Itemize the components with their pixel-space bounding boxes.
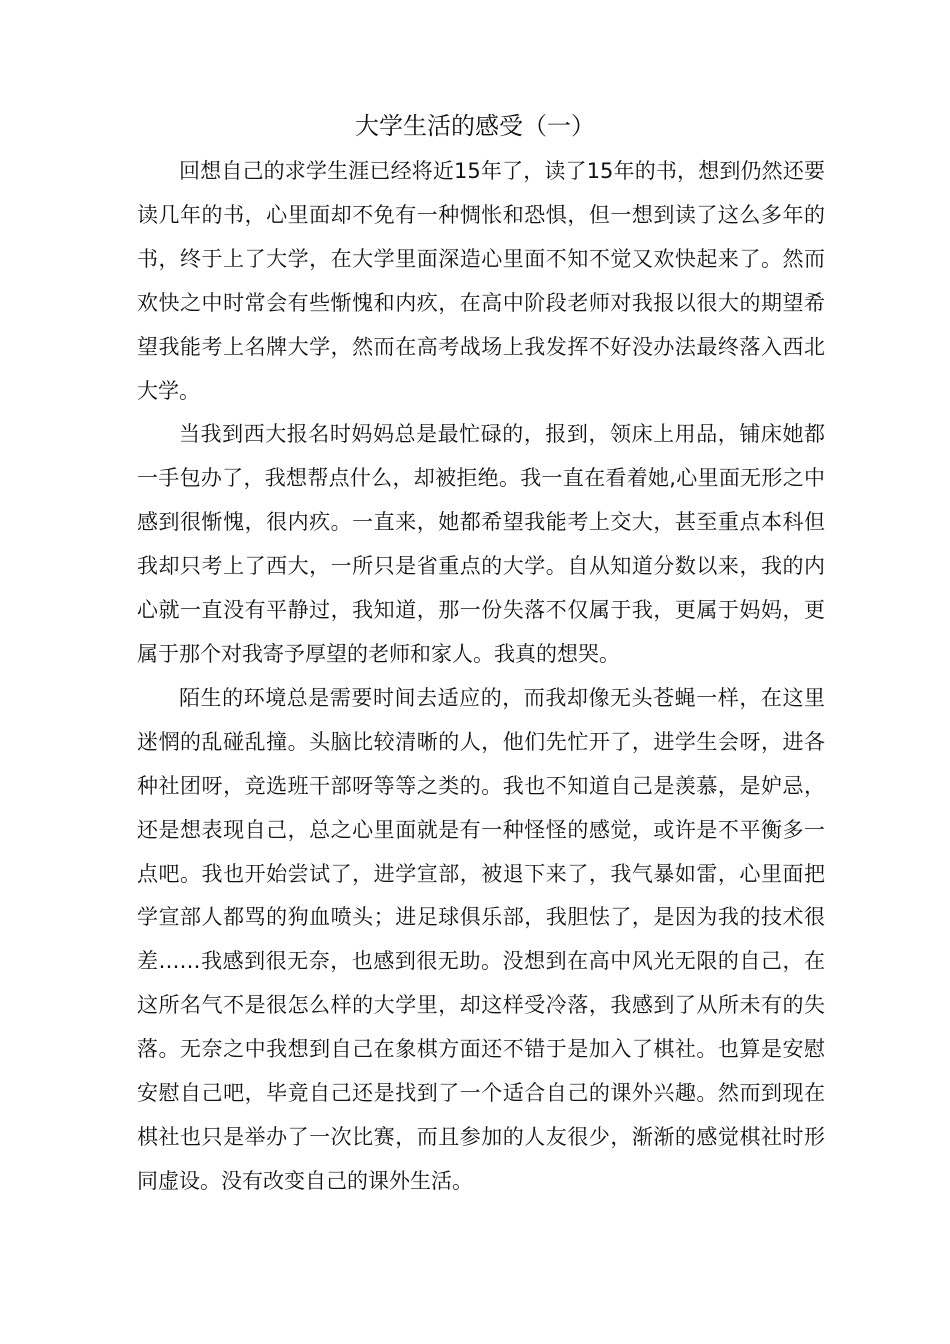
paragraph-2: 当我到西大报名时妈妈总是最忙碌的，报到，领床上用品，铺床她都一手包办了，我想帮点什么，却被拒绝。我一直在看着她,心里面无形之中感到很惭愧，很内疚。一直来，她都希望我能考上交大，甚至重点本科但我却只考上了西大，一所只是省重点的大学。自从知道分数以来，我的内心就一直没有平静过，我知道，那一份失落不仅属于我，更属于妈妈，更属于那个对我寄予厚望的老师和家人。我真的想哭。 — [137, 422, 825, 666]
document-body — [137, 150, 825, 1204]
paragraph-3: 陌生的环境总是需要时间去适应的，而我却像无头苍蝇一样，在这里迷惘的乱碰乱撞。头脑比较清晰的人，他们先忙开了，进学生会呀，进各种社团呀，竞选班干部呀等等之类的。我也不知道自己是羡慕，是妒忌，还是想表现自己，总之心里面就是有一种怪怪的感觉，或许是不平衡多一点吧。我也开始尝试了，进学宣部，被退下来了，我气暴如雷，心里面把学宣部人都骂的狗血喷头；进足球俱乐部，我胆怯了，是因为我的技术很差……我感到很无奈，也感到很无助。没想到在高中风光无限的自己，在这所名气不是很怎么样的大学里，却这样受冷落，我感到了从所未有的失落。无奈之中我想到自己在象棋方面还不错于是加入了棋社。也算是安慰安慰自己吧，毕竟自己还是找到了一个适合自己的课外兴趣。然而到现在棋社也只是举办了一次比赛，而且参加的人友很少，渐渐的感觉棋社时形同虚设。没有改变自己的课外生活。 — [137, 685, 825, 1193]
document-title: 大学生活的感受（一） — [355, 112, 595, 140]
paragraph-1: 回想自己的求学生涯已经将近15年了，读了15年的书，想到仍然还要读几年的书，心里面却不免有一种惆怅和恐惧，但一想到读了这么多年的书，终于上了大学，在大学里面深造心里面不知不觉又欢快起来了。然而欢快之中时常会有些惭愧和内疚，在高中阶段老师对我报以很大的期望希望我能考上名牌大学，然而在高考战场上我发挥不好没办法最终落入西北大学。 — [137, 159, 825, 403]
